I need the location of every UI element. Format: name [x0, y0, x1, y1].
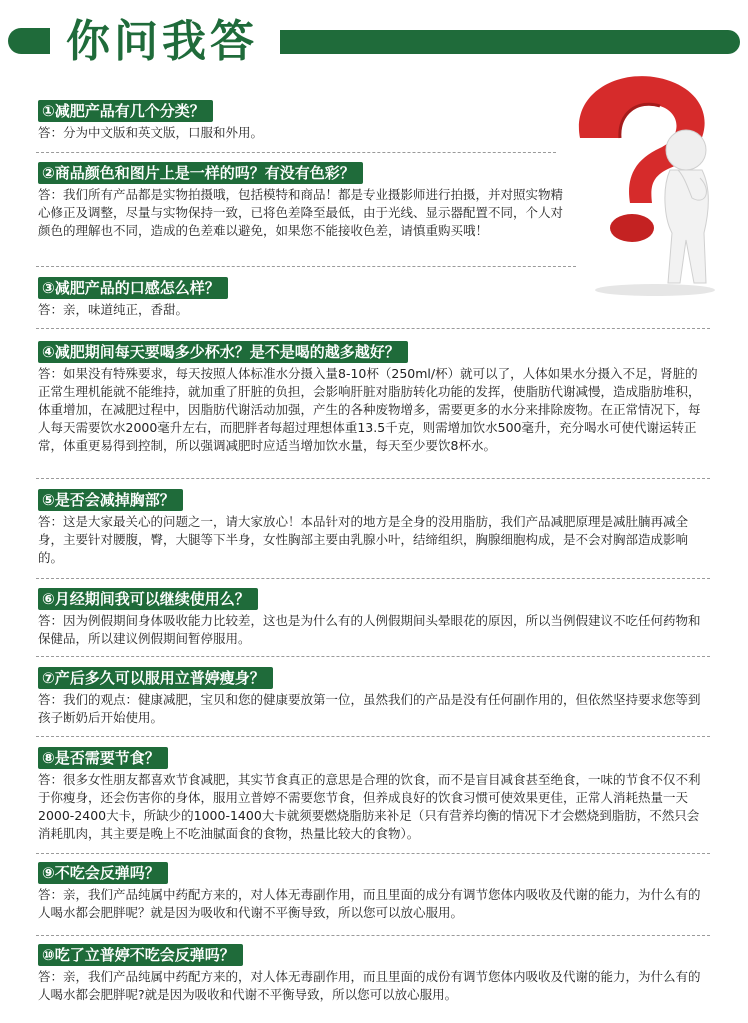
answer-3: 答：亲，味道纯正，香甜。 — [38, 302, 189, 317]
question-4: ④减肥期间每天要喝多少杯水？是不是喝的越多越好？ — [38, 341, 408, 363]
qa-item-6 — [38, 588, 710, 648]
answer-7: 答：我们的观点：健康减肥，宝贝和您的健康要放第一位，虽然我们的产品是没有任何副作用的，但依然坚持要求您等到孩子断奶后开始使用。 — [38, 692, 701, 725]
question-7: ⑦产后多久可以服用立普婷瘦身？ — [38, 667, 273, 689]
divider — [36, 478, 710, 479]
qa-item-8 — [38, 747, 710, 843]
answer-4: 答：如果没有特殊要求，每天按照人体标准水分摄入量8-10杯（250ml/杯）就可以了，人体如果水分摄入不足，肾脏的正常生理机能就不能维持，就加重了肝脏的负担，会影响肝脏对脂肪转化功能的发挥，使脂肪代谢减慢，造成脂肪堆积，体重增加，在减肥过程中，因脂肪代谢活动加强，产生的各种废物增多，需要更多的水分来排除废物。在正常情况下，每人每天需要饮水2000毫升左右，而肥胖者每超过理想体重13.5千克，则需增加饮水500毫升，充分喝水可使代谢运转正常，体重更易得到控制，所以强调减肥时应适当增加饮水量，每天至少要饮8杯水。 — [38, 366, 701, 453]
answer-1: 答：分为中文版和英文版，口服和外用。 — [38, 125, 264, 140]
page-title: 你问我答 — [66, 16, 258, 67]
question-1: ①减肥产品有几个分类？ — [38, 100, 213, 122]
answer-10: 答：亲，我们产品纯属中药配方来的，对人体无毒副作用，而且里面的成份有调节您体内吸收及代谢的能力，为什么有的人喝水都会肥胖呢?就是因为吸收和代谢不平衡导致，所以您可以放心服用。 — [38, 969, 701, 1002]
header-bar-left — [8, 28, 50, 54]
divider — [36, 578, 710, 579]
answer-5: 答：这是大家最关心的问题之一，请大家放心！本品针对的地方是全身的没用脂肪，我们产品减肥原理是减肚腩再减全身，主要针对腰腹，臀，大腿等下半身，女性胸部主要由乳腺小叶，结缔组织，胸腺细胞构成，是不会对胸部造成影响的。 — [38, 514, 689, 565]
answer-8: 答：很多女性朋友都喜欢节食减肥，其实节食真正的意思是合理的饮食，而不是盲目减食甚至绝食，一味的节食不仅不利于你瘦身，还会伤害你的身体，服用立普婷不需要您节食，但养成良好的饮食习惯可使效果更佳，正常人消耗热量一天2000-2400大卡，所缺少的1000-1400大卡就须要燃烧脂肪来补足（只有营养均衡的情况下才会燃烧到脂肪，不然只会消耗肌肉，其主要是晚上不吃油腻面食的食物，热量比较大的食物）。 — [38, 772, 701, 841]
question-8: ⑧是否需要节食？ — [38, 747, 168, 769]
qa-item-4 — [38, 341, 710, 455]
qa-item-2 — [38, 162, 568, 240]
header-bar-right — [280, 30, 740, 54]
question-2: ②商品颜色和图片上是一样的吗？有没有色彩？ — [38, 162, 363, 184]
divider — [36, 853, 710, 854]
divider — [36, 935, 710, 936]
question-3: ③减肥产品的口感怎么样？ — [38, 277, 228, 299]
qa-item-10 — [38, 944, 710, 1004]
question-5: ⑤是否会减掉胸部？ — [38, 489, 183, 511]
question-9: ⑨不吃会反弹吗？ — [38, 862, 168, 884]
answer-9: 答：亲，我们产品纯属中药配方来的，对人体无毒副作用，而且里面的成分有调节您体内吸收及代谢的能力，为什么有的人喝水都会肥胖呢？就是因为吸收和代谢不平衡导致，所以您可以放心服用。 — [38, 887, 701, 920]
divider — [36, 656, 710, 657]
qa-item-3 — [38, 277, 558, 319]
qa-item-5 — [38, 489, 710, 567]
qa-item-7 — [38, 667, 710, 727]
divider — [36, 736, 710, 737]
qa-item-1 — [38, 100, 548, 142]
answer-6: 答：因为例假期间身体吸收能力比较差，这也是为什么有的人例假期间头晕眼花的原因，所以当例假建议不吃任何药物和保健品，所以建议例假期间暂停服用。 — [38, 613, 701, 646]
question-10: ⑩吃了立普婷不吃会反弹吗？ — [38, 944, 243, 966]
divider — [36, 266, 576, 267]
thinking-figure-icon — [560, 68, 740, 298]
qa-item-9 — [38, 862, 710, 922]
question-6: ⑥月经期间我可以继续使用么？ — [38, 588, 258, 610]
divider — [36, 328, 710, 329]
answer-2: 答：我们所有产品都是实物拍摄哦，包括模特和商品！都是专业摄影师进行拍摄，并对照实物精心修正及调整，尽量与实物保持一致，已将色差降至最低，由于光线、显示器配置不同，个人对颜色的理解也不同，造成的色差难以避免，如果您不能接收色差，请慎重购买哦！ — [38, 187, 564, 238]
divider — [36, 152, 556, 153]
